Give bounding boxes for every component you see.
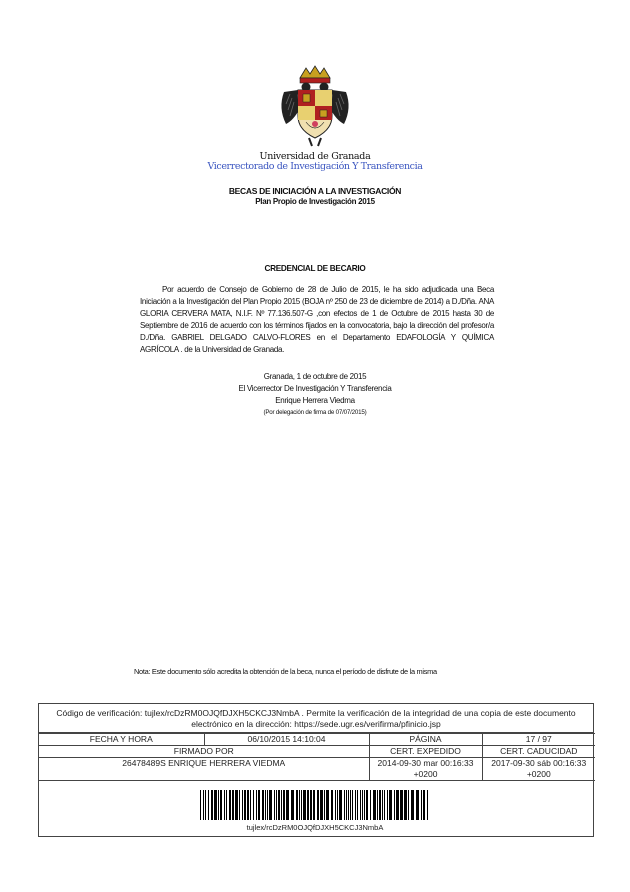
cert-caducidad-value: 2017-09-30 sáb 00:16:33 +0200 — [482, 758, 595, 781]
document-note: Nota: Este documento sólo acredita la obtención de la beca, nunca el período de disfrute de la misma — [134, 667, 437, 676]
university-crest-icon — [276, 64, 354, 148]
document-title: BECAS DE INICIACIÓN A LA INVESTIGACIÓN — [228, 186, 402, 196]
university-name: Universidad de Granada — [259, 151, 371, 162]
signature-delegation: (Por delegación de firma de 07/07/2015) — [263, 409, 367, 416]
cert-expedido-label: CERT. EXPEDIDO — [369, 746, 482, 758]
cert-expedido-value: 2014-09-30 mar 00:16:33 +0200 — [369, 758, 482, 781]
firmante-value: 26478489S ENRIQUE HERRERA VIEDMA — [39, 758, 369, 781]
signature-place-date: Granada, 1 de octubre de 2015 — [263, 372, 367, 381]
signature-role: El Vicerrector De Investigación Y Transferencia — [238, 384, 392, 393]
table-row — [39, 734, 595, 746]
table-row — [39, 758, 595, 781]
fecha-hora-value: 06/10/2015 14:10:04 — [204, 734, 369, 746]
vicerrectorado-name: Vicerrectorado de Investigación Y Transferencia — [207, 161, 423, 172]
firmado-por-label: FIRMADO POR — [39, 746, 369, 758]
verification-code-text: Código de verificación: tujlex/rcDzRM0OJQfDJXH5CKCJ3NmbA . Permite la verificación de la integridad de una copia de este documento electrónico en la dirección: https://sede.ugr.es/verifirma/pfinicio.jsp — [39, 704, 593, 733]
credential-title: CREDENCIAL DE BECARIO — [264, 264, 366, 273]
pagina-value: 17 / 97 — [482, 734, 595, 746]
fecha-hora-label: FECHA Y HORA — [39, 734, 204, 746]
verification-barcode-icon — [200, 790, 430, 820]
credential-body-paragraph: Por acuerdo de Consejo de Gobierno de 28 de Julio de 2015, le ha sido adjudicada una Beca Iniciación a la Investigación del Plan Propio 2015 (BOJA nº 250 de 23 de diciembre de 2014) a D./Dña. ANA GLORIA CERVERA MATA, N.I.F. Nº 77.136.507-G ,con efectos de 1 de Octubre de 2015 hasta 30 de Septiembre de 2016 de acuerdo con los términos fijados en la convocatoria, bajo la dirección del profesor/a D./Dña. GABRIEL DELGADO CALVO-FLORES en el Departamento EDAFOLOGÍA Y QUÍMICA AGRÍCOLA . de la Universidad de Granada. — [140, 285, 494, 354]
signature-metadata-table — [39, 733, 595, 781]
cert-caducidad-label: CERT. CADUCIDAD — [482, 746, 595, 758]
barcode-caption: tujlex/rcDzRM0OJQfDJXH5CKCJ3NmbA — [246, 823, 384, 832]
pagina-label: PÁGINA — [369, 734, 482, 746]
signature-name: Enrique Herrera Viedma — [275, 396, 355, 405]
document-subtitle: Plan Propio de Investigación 2015 — [255, 197, 375, 206]
table-row — [39, 746, 595, 758]
